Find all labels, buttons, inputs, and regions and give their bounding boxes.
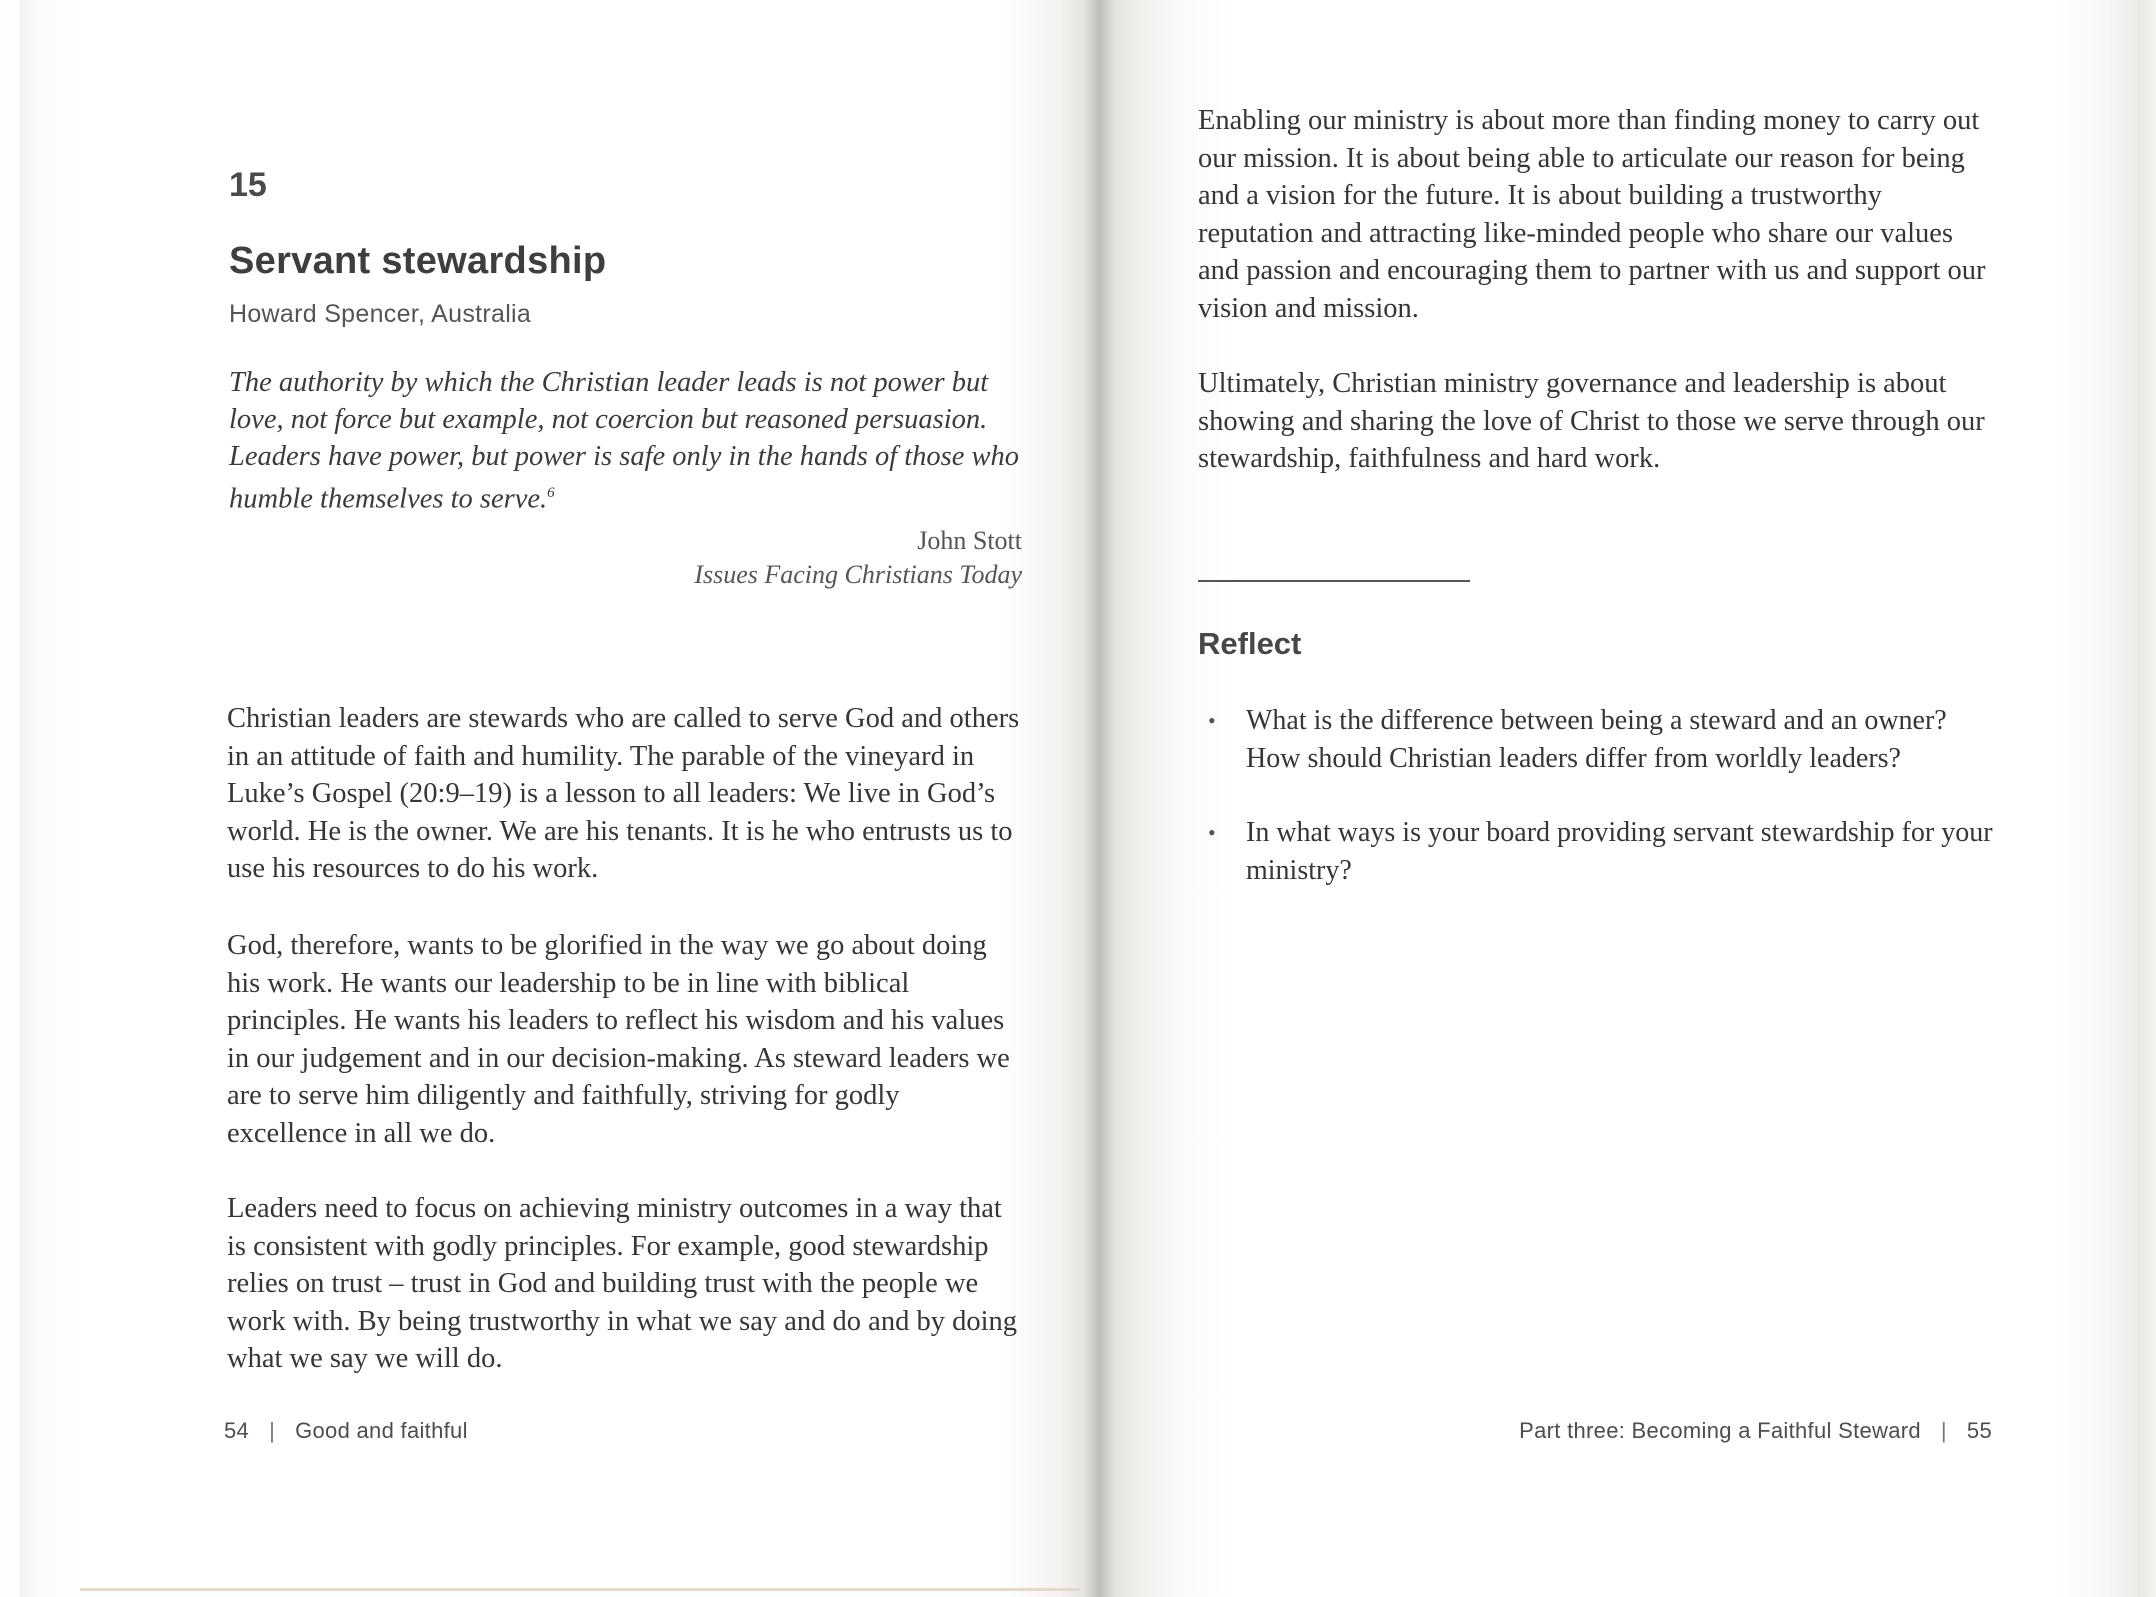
list-item: [1198, 702, 1998, 777]
chapter-title: Servant stewardship: [229, 240, 607, 282]
epigraph-quote: [229, 364, 1024, 518]
reflect-questions: [1198, 702, 1998, 926]
bullet-icon: •: [1208, 820, 1216, 845]
chapter-number: 15: [229, 166, 267, 204]
paragraph-text: Leaders need to focus on achieving ministry outcomes in a way that is consistent with godly principles. For example, good stewardship relies on trust – trust in God and building trust with the people we work with. By being trustworthy in what we say and do and by doing what we say we will do.: [227, 1193, 1017, 1374]
reflect-heading: Reflect: [1198, 626, 1302, 661]
footer-separator: |: [1940, 1418, 1947, 1443]
paragraph-text: Ultimately, Christian ministry governance and leadership is about showing and sharing the love of Christ to those we serve through our stewardship, faithfulness and hard work.: [1198, 368, 1985, 474]
paragraph-text: Enabling our ministry is about more than finding money to carry out our mission. It is about being able to articulate our reason for being and a vision for the future. It is about building a trustworthy reputation and attracting like-minded people who share our values and passion and encouraging them to partner with us and support our vision and mission.: [1198, 105, 1986, 324]
epigraph-attribution: [694, 524, 1022, 592]
running-title: Part three: Becoming a Faithful Steward: [1519, 1418, 1921, 1443]
footer-separator: |: [269, 1418, 276, 1443]
body-paragraph: [227, 1190, 1025, 1378]
page-number: 55: [1966, 1418, 1992, 1443]
epigraph-text: The authority by which the Christian leader leads is not power but love, not force but example, not coercion but reasoned persuasion. Leaders have power, but power is safe only in the hands of those who humble themselves to serve.: [229, 367, 1020, 515]
section-divider: [1198, 580, 1470, 582]
paragraph-text: God, therefore, wants to be glorified in the way we go about doing his work. He wants our leadership to be in line with biblical principles. He wants his leaders to reflect his wisdom and his values in our judgement and in our decision-making. As steward leaders we are to serve him diligently and faithfully, striving for godly excellence in all we do.: [227, 930, 1010, 1149]
paragraph-text: Christian leaders are stewards who are called to serve God and others in an attitude of faith and humility. The parable of the vineyard in Luke’s Gospel (20:9–19) is a lesson to all leaders: We live in God’s world. He is the owner. We are his tenants. It is he who entrusts us to use his resources to do his work.: [227, 703, 1020, 884]
bullet-icon: •: [1208, 708, 1216, 733]
left-page-footer: [224, 1418, 468, 1444]
question-text: In what ways is your board providing servant stewardship for your ministry?: [1246, 817, 1993, 886]
footnote-marker: 6: [547, 485, 555, 501]
book-gutter: [1084, 0, 1114, 1597]
page-edge: [2138, 0, 2156, 1597]
body-paragraph: [227, 927, 1025, 1152]
page-number: 54: [224, 1418, 250, 1443]
chapter-author: Howard Spencer, Australia: [229, 300, 532, 328]
running-title: Good and faithful: [295, 1418, 468, 1443]
attribution-source: Issues Facing Christians Today: [694, 560, 1022, 589]
right-page-footer: [1519, 1418, 1992, 1444]
attribution-name: John Stott: [917, 526, 1022, 555]
page-bottom-edge: [80, 1588, 1080, 1591]
body-paragraph: [1198, 365, 1990, 478]
body-paragraph: [1198, 102, 1990, 327]
body-paragraph: [227, 700, 1025, 888]
list-item: [1198, 814, 1998, 889]
question-text: What is the difference between being a steward and an owner? How should Christian leaders differ from worldly leaders?: [1246, 705, 1947, 774]
